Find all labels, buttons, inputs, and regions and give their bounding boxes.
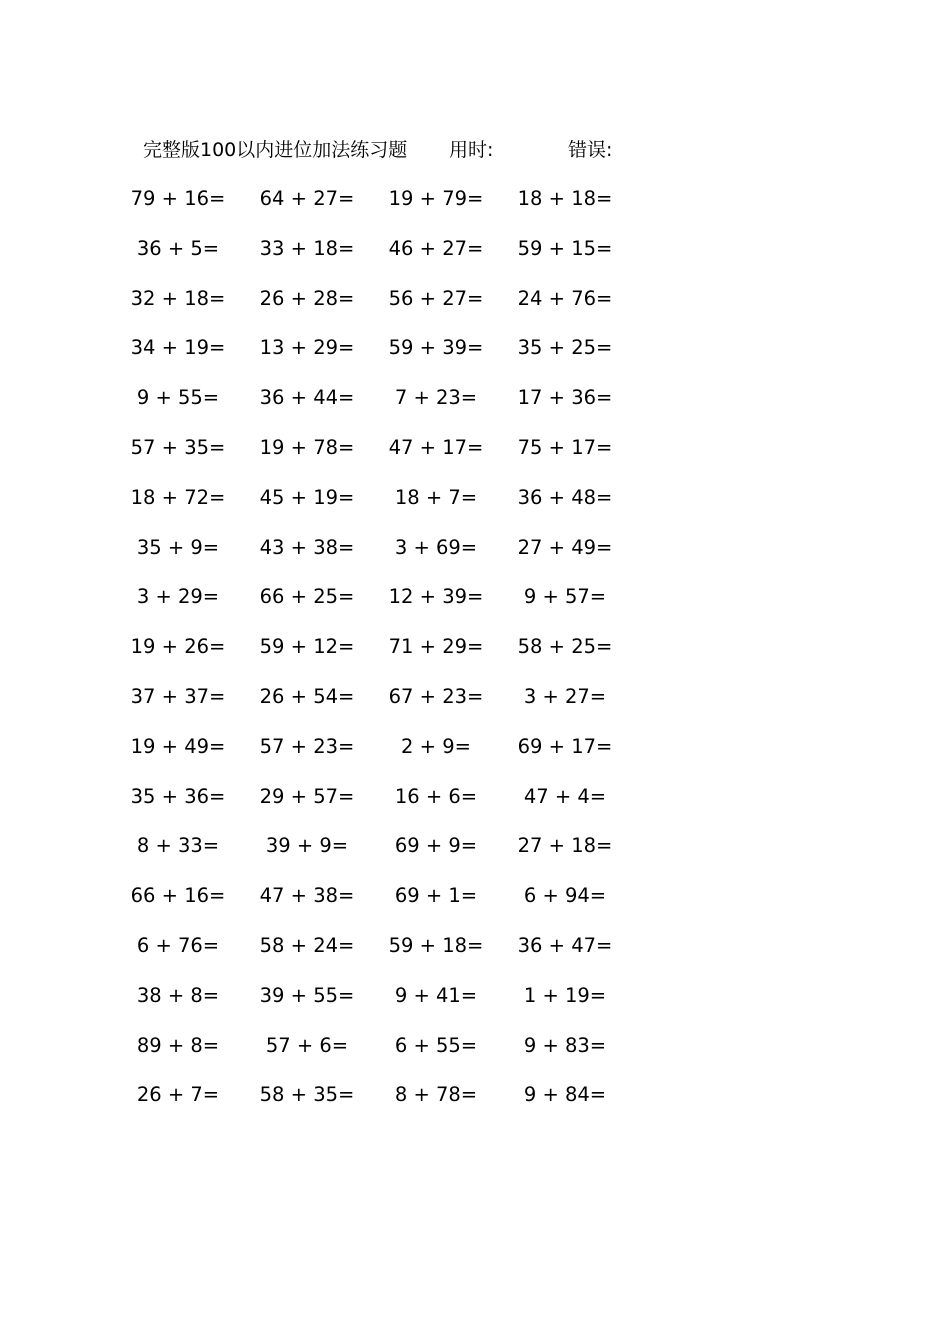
addition-problem: 16 + 6= [394, 784, 478, 808]
problem-row [130, 485, 663, 535]
addition-problem: 26 + 54= [259, 684, 355, 708]
addition-problem: 47 + 4= [523, 784, 607, 808]
addition-problem: 66 + 25= [259, 585, 355, 609]
addition-problem: 58 + 24= [259, 933, 355, 957]
addition-problem: 36 + 48= [517, 485, 613, 509]
addition-problem: 9 + 83= [523, 1033, 607, 1057]
addition-problem: 17 + 36= [517, 386, 613, 410]
addition-problem: 2 + 9= [401, 734, 471, 758]
problem-row [130, 186, 663, 236]
addition-problem: 64 + 27= [259, 187, 355, 210]
addition-problem: 58 + 25= [517, 635, 613, 659]
addition-problem: 6 + 94= [523, 884, 607, 908]
addition-problem: 59 + 18= [388, 933, 484, 957]
addition-problem: 69 + 1= [394, 884, 478, 908]
addition-problem: 18 + 18= [517, 187, 613, 210]
addition-problem: 79 + 16= [130, 187, 226, 210]
addition-problem: 18 + 7= [394, 485, 478, 509]
problem-row [136, 584, 663, 634]
addition-problem: 33 + 18= [259, 236, 355, 260]
addition-problem: 27 + 18= [517, 834, 613, 858]
addition-problem: 19 + 26= [130, 635, 226, 659]
addition-problem: 6 + 55= [394, 1033, 478, 1057]
addition-problem: 34 + 19= [130, 336, 226, 360]
addition-problem: 3 + 69= [394, 535, 478, 559]
addition-problem: 38 + 8= [136, 983, 220, 1007]
problem-row [136, 236, 663, 286]
addition-problem: 26 + 28= [259, 286, 355, 310]
addition-problem: 57 + 23= [259, 734, 355, 758]
problem-row [130, 634, 663, 684]
addition-problem: 56 + 27= [388, 286, 484, 310]
addition-problem: 32 + 18= [130, 286, 226, 310]
problem-row [136, 385, 663, 435]
addition-problem: 9 + 57= [523, 585, 607, 609]
addition-problem: 37 + 37= [130, 684, 226, 708]
addition-problem: 71 + 29= [388, 635, 484, 659]
addition-problem: 35 + 25= [517, 336, 613, 360]
problem-row [130, 684, 663, 734]
problem-row [136, 1082, 663, 1132]
addition-problem: 57 + 6= [265, 1033, 349, 1057]
problem-row [130, 734, 663, 784]
addition-problem: 1 + 19= [523, 983, 607, 1007]
addition-problem: 27 + 49= [517, 535, 613, 559]
addition-problem: 47 + 38= [259, 884, 355, 908]
problem-row [130, 784, 663, 834]
addition-problem: 3 + 27= [523, 684, 607, 708]
addition-problem: 18 + 72= [130, 485, 226, 509]
addition-problem: 19 + 79= [388, 187, 484, 210]
addition-problem: 59 + 12= [259, 635, 355, 659]
problem-row [136, 833, 663, 883]
addition-problem: 35 + 9= [136, 535, 220, 559]
addition-problem: 58 + 35= [259, 1083, 355, 1107]
addition-problem: 59 + 15= [517, 236, 613, 260]
addition-problem: 8 + 78= [394, 1083, 478, 1107]
problem-row [130, 286, 663, 336]
addition-problem: 39 + 55= [259, 983, 355, 1007]
addition-problem: 19 + 78= [259, 435, 355, 459]
addition-problem: 3 + 29= [136, 585, 220, 609]
addition-problem: 9 + 84= [523, 1083, 607, 1107]
addition-problem: 9 + 41= [394, 983, 478, 1007]
addition-problem: 69 + 9= [394, 834, 478, 858]
addition-problem: 46 + 27= [388, 236, 484, 260]
addition-problem: 43 + 38= [259, 535, 355, 559]
addition-problem: 57 + 35= [130, 435, 226, 459]
addition-problem: 66 + 16= [130, 884, 226, 908]
addition-problem: 45 + 19= [259, 485, 355, 509]
time-label: 用时: [449, 139, 494, 161]
problem-row [136, 1033, 663, 1083]
addition-problem: 12 + 39= [388, 585, 484, 609]
addition-problem: 24 + 76= [517, 286, 613, 310]
addition-problem: 75 + 17= [517, 435, 613, 459]
addition-problem: 89 + 8= [136, 1033, 220, 1057]
addition-problem: 47 + 17= [388, 435, 484, 459]
problem-row [130, 335, 663, 385]
addition-problem: 36 + 44= [259, 386, 355, 410]
addition-problem: 36 + 5= [136, 236, 220, 260]
addition-problem: 69 + 17= [517, 734, 613, 758]
addition-problem: 7 + 23= [394, 386, 478, 410]
addition-problem: 35 + 36= [130, 784, 226, 808]
addition-problem: 13 + 29= [259, 336, 355, 360]
addition-problem: 8 + 33= [136, 834, 220, 858]
addition-problem: 19 + 49= [130, 734, 226, 758]
addition-problem: 39 + 9= [265, 834, 349, 858]
problem-grid [130, 186, 663, 1132]
worksheet-title: 完整版100以内进位加法练习题 [143, 139, 408, 161]
problem-row [136, 933, 663, 983]
addition-problem: 26 + 7= [136, 1083, 220, 1107]
addition-problem: 6 + 76= [136, 933, 220, 957]
addition-problem: 67 + 23= [388, 684, 484, 708]
addition-problem: 9 + 55= [136, 386, 220, 410]
errors-label: 错误: [568, 139, 613, 161]
addition-problem: 59 + 39= [388, 336, 484, 360]
problem-row [130, 435, 663, 485]
problem-row [136, 535, 663, 585]
problem-row [130, 883, 663, 933]
problem-row [136, 983, 663, 1033]
addition-problem: 36 + 47= [517, 933, 613, 957]
addition-problem: 29 + 57= [259, 784, 355, 808]
